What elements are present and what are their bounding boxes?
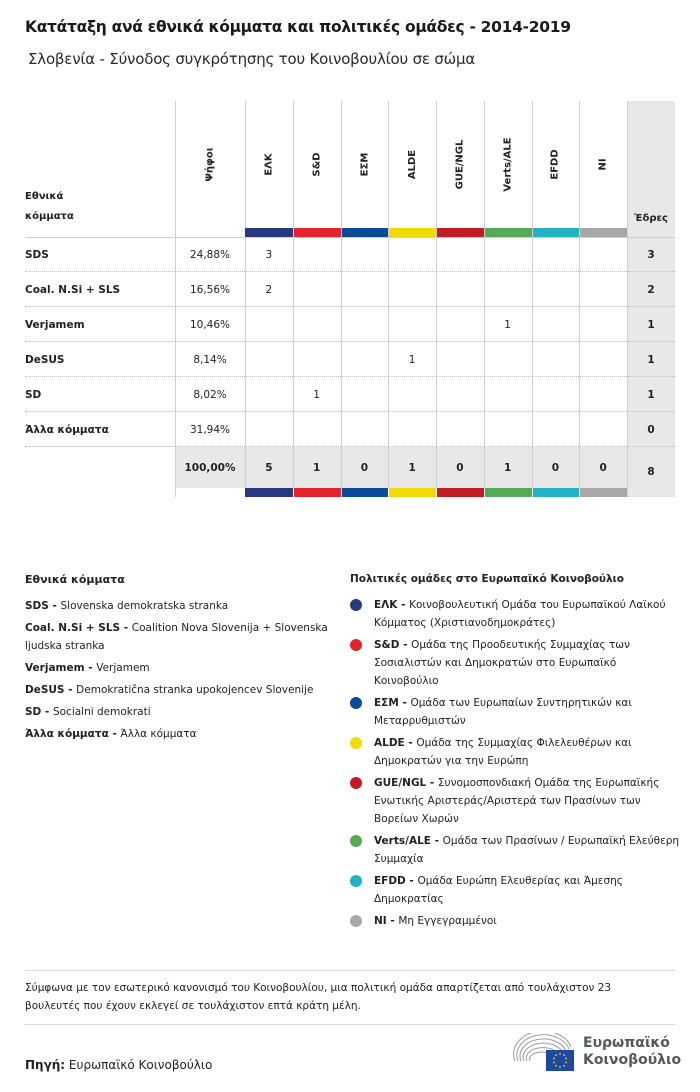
divider bbox=[25, 970, 675, 971]
group-seat-count bbox=[245, 412, 293, 447]
group-seat-count bbox=[579, 412, 627, 447]
group-seat-count: 3 bbox=[265, 248, 273, 261]
group-seat-count bbox=[484, 412, 532, 447]
color-dot-icon bbox=[350, 639, 362, 651]
group-color-bar bbox=[533, 228, 580, 237]
group-color-bar bbox=[580, 228, 627, 237]
national-parties-legend-heading: Εθνικά κόμματα bbox=[25, 573, 125, 586]
group-color-bar bbox=[580, 488, 627, 497]
group-total: 5 bbox=[265, 461, 273, 474]
group-seat-count bbox=[245, 307, 293, 342]
group-header: GUE/NGL bbox=[454, 139, 466, 190]
group-color-bar bbox=[437, 488, 484, 497]
groups-legend bbox=[350, 596, 680, 934]
group-seat-count bbox=[579, 377, 627, 412]
european-parliament-logo bbox=[513, 1033, 682, 1073]
color-dot-icon bbox=[350, 737, 362, 749]
group-total: 1 bbox=[408, 461, 416, 474]
color-dot-icon bbox=[350, 599, 362, 611]
group-seat-count bbox=[436, 377, 484, 412]
group-seat-count bbox=[532, 342, 580, 377]
group-seat-count bbox=[436, 342, 484, 377]
total-seats: 1 bbox=[647, 388, 655, 401]
group-seat-count bbox=[341, 237, 389, 272]
page-subtitle: Σλοβενία - Σύνοδος συγκρότησης του Κοινοβουλίου σε σώμα bbox=[28, 50, 476, 68]
group-header: ΕΣΜ bbox=[358, 152, 370, 177]
group-header: ΕΛΚ bbox=[263, 153, 275, 176]
group-seat-count bbox=[436, 307, 484, 342]
party-name: Άλλα κόμματα bbox=[25, 423, 109, 436]
group-seat-count: 1 bbox=[408, 353, 416, 366]
group-seat-count bbox=[341, 412, 389, 447]
party-name: SD bbox=[25, 388, 42, 401]
group-seat-count bbox=[579, 307, 627, 342]
group-total: 0 bbox=[360, 461, 369, 474]
logo-text: Ευρωπαϊκό Κοινοβούλιο bbox=[583, 1035, 682, 1068]
group-seat-count bbox=[532, 412, 580, 447]
group-seat-count bbox=[293, 342, 341, 377]
group-seat-count bbox=[388, 237, 436, 272]
group-seat-count bbox=[245, 342, 293, 377]
national-party-legend-item: Άλλα κόμματα - Άλλα κόμματα bbox=[25, 728, 197, 740]
group-seat-count bbox=[341, 272, 389, 307]
group-color-bar bbox=[485, 488, 532, 497]
group-legend-item: ΕΛΚ - Κοινοβουλευτική Ομάδα του Ευρωπαϊκού Λαϊκού Κόμματος (Χριστιανοδημοκράτες) bbox=[350, 596, 680, 632]
table-row bbox=[25, 412, 675, 447]
group-seat-count bbox=[484, 272, 532, 307]
color-dot-icon bbox=[350, 875, 362, 887]
party-name: Coal. N.Si + SLS bbox=[25, 283, 121, 296]
group-seat-count bbox=[579, 272, 627, 307]
hemicycle-flag-icon bbox=[513, 1033, 575, 1073]
total-seats: 0 bbox=[647, 423, 655, 436]
vote-share: 8,14% bbox=[193, 353, 227, 366]
group-seat-count bbox=[579, 342, 627, 377]
total-seats: 1 bbox=[647, 318, 655, 331]
vote-share: 10,46% bbox=[189, 318, 231, 331]
party-name: SDS bbox=[25, 248, 49, 261]
group-total: 0 bbox=[551, 461, 560, 474]
group-seat-count bbox=[245, 377, 293, 412]
group-color-bar bbox=[437, 228, 484, 237]
table-row bbox=[25, 377, 675, 412]
group-color-bar bbox=[533, 488, 580, 497]
group-seat-count bbox=[436, 412, 484, 447]
national-party-legend-item: Verjamem - Verjamem bbox=[25, 662, 150, 674]
table-row bbox=[25, 307, 675, 342]
group-seat-count bbox=[341, 342, 389, 377]
groups-legend-heading: Πολιτικές ομάδες στο Ευρωπαϊκό Κοινοβούλιο bbox=[350, 573, 624, 585]
group-color-bar bbox=[389, 488, 436, 497]
group-seat-count bbox=[484, 377, 532, 412]
group-color-bar bbox=[342, 488, 389, 497]
table-row bbox=[25, 272, 675, 307]
group-seat-count bbox=[579, 237, 627, 272]
group-color-bar bbox=[389, 228, 436, 237]
group-seat-count: 1 bbox=[504, 318, 511, 331]
page-title: Κατάταξη ανά εθνικά κόμματα και πολιτικές ομάδες - 2014-2019 bbox=[25, 18, 571, 36]
total-votes: 100,00% bbox=[184, 461, 236, 474]
group-seat-count bbox=[341, 307, 389, 342]
national-party-legend-item: DeSUS - Demokratična stranka upokojencev Slovenije bbox=[25, 684, 314, 696]
group-color-bar bbox=[485, 228, 532, 237]
footnote: Σύμφωνα με τον εσωτερικό κανονισμό του Κοινοβουλίου, μια πολιτική ομάδα απαρτίζεται από τουλάχιστον 23 βουλευτές που έχουν εκλεγεί σε τουλάχιστον επτά κράτη μέλη. bbox=[25, 982, 612, 1012]
group-header: Verts/ALE bbox=[502, 137, 514, 192]
color-dot-icon bbox=[350, 777, 362, 789]
group-legend-item: ALDE - Ομάδα της Συμμαχίας Φιλελευθέρων και Δημοκρατών για την Ευρώπη bbox=[350, 734, 680, 770]
group-seat-count bbox=[388, 412, 436, 447]
group-header: EFDD bbox=[549, 149, 561, 180]
color-dot-icon bbox=[350, 697, 362, 709]
group-color-bar bbox=[294, 488, 341, 497]
national-parties-legend bbox=[25, 597, 335, 747]
party-name: DeSUS bbox=[25, 353, 65, 366]
group-total: 1 bbox=[503, 461, 512, 474]
vote-share: 8,02% bbox=[193, 388, 227, 401]
national-party-legend-item: Coal. N.Si + SLS - Coalition Nova Slovenija + Slovenska ljudska stranka bbox=[25, 622, 328, 652]
group-seat-count bbox=[388, 272, 436, 307]
group-legend-item: NI - Μη Εγγεγραμμένοι bbox=[350, 912, 680, 930]
group-color-bar bbox=[245, 488, 293, 497]
group-legend-item: S&D - Ομάδα της Προοδευτικής Συμμαχίας των Σοσιαλιστών και Δημοκρατών στο Ευρωπαϊκό Κοινοβούλιο bbox=[350, 636, 680, 690]
total-seats: 2 bbox=[647, 283, 655, 296]
national-party-legend-item: SD - Socialni demokrati bbox=[25, 706, 151, 718]
group-legend-item: ΕΣΜ - Ομάδα των Ευρωπαίων Συντηρητικών και Μεταρρυθμιστών bbox=[350, 694, 680, 730]
group-seat-count bbox=[532, 272, 580, 307]
group-total: 0 bbox=[456, 461, 464, 474]
national-party-legend-item: SDS - Slovenska demokratska stranka bbox=[25, 600, 229, 612]
color-dot-icon bbox=[350, 915, 362, 927]
group-seat-count bbox=[293, 307, 341, 342]
group-seat-count bbox=[532, 307, 580, 342]
group-header: ALDE bbox=[406, 149, 418, 180]
color-dot-icon bbox=[350, 835, 362, 847]
vote-share: 31,94% bbox=[189, 423, 231, 436]
table-row bbox=[25, 342, 675, 377]
party-name: Verjamem bbox=[25, 318, 85, 331]
group-seat-count bbox=[388, 377, 436, 412]
group-color-bar bbox=[245, 228, 293, 237]
group-header: S&D bbox=[311, 152, 323, 177]
total-seats: 1 bbox=[647, 353, 655, 366]
group-color-bar bbox=[294, 228, 341, 237]
group-seat-count bbox=[436, 237, 484, 272]
source: Πηγή: Ευρωπαϊκό Κοινοβούλιο bbox=[25, 1058, 213, 1072]
group-seat-count bbox=[388, 307, 436, 342]
group-seat-count: 1 bbox=[313, 388, 320, 401]
group-seat-count bbox=[436, 272, 484, 307]
group-seat-count bbox=[532, 377, 580, 412]
group-seat-count bbox=[293, 412, 341, 447]
group-seat-count: 2 bbox=[265, 283, 273, 296]
group-seat-count bbox=[341, 377, 389, 412]
group-seat-count bbox=[293, 272, 341, 307]
national-parties-header: Εθνικά κόμματα bbox=[25, 191, 74, 222]
group-total: 0 bbox=[599, 461, 607, 474]
seats-header: Έδρες bbox=[634, 213, 668, 224]
divider bbox=[25, 1024, 675, 1025]
group-color-bar bbox=[342, 228, 389, 237]
group-legend-item: GUE/NGL - Συνομοσπονδιακή Ομάδα της Ευρωπαϊκής Ενωτικής Αριστεράς/Αριστερά των Πρασίνων των Βορείων Χωρών bbox=[350, 774, 680, 828]
vote-share: 16,56% bbox=[189, 283, 231, 296]
total-seats: 3 bbox=[647, 248, 655, 261]
group-seat-count bbox=[484, 237, 532, 272]
group-seat-count bbox=[293, 237, 341, 272]
grand-total-seats: 8 bbox=[647, 466, 655, 478]
group-seat-count bbox=[532, 237, 580, 272]
group-legend-item: Verts/ALE - Ομάδα των Πρασίνων / Ευρωπαϊκή Ελεύθερη Συμμαχία bbox=[350, 832, 680, 868]
votes-header: Ψήφοι bbox=[204, 147, 216, 182]
group-header: NI bbox=[597, 158, 609, 171]
vote-share: 24,88% bbox=[189, 248, 231, 261]
group-seat-count bbox=[484, 342, 532, 377]
group-legend-item: EFDD - Ομάδα Ευρώπη Ελευθερίας και Άμεσης Δημοκρατίας bbox=[350, 872, 680, 908]
group-total: 1 bbox=[312, 461, 321, 474]
table-row bbox=[25, 237, 675, 272]
